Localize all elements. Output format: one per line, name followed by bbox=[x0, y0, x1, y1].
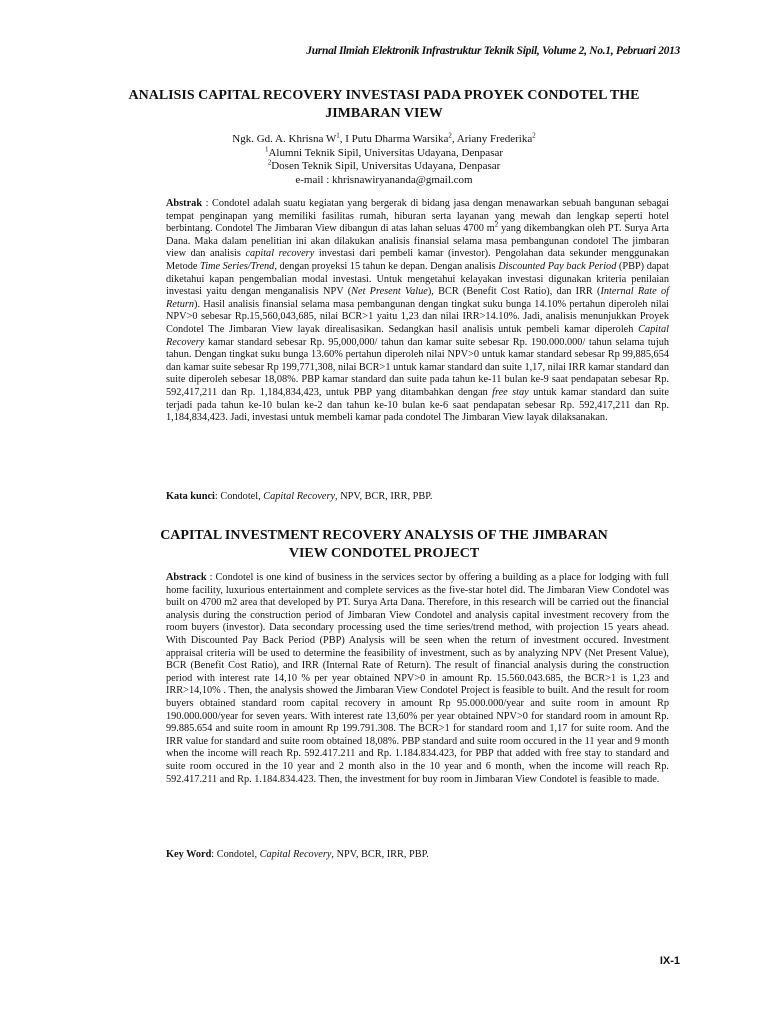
abstract-id-text-6: ), BCR (Benefit Cost Ratio), dan IRR ( bbox=[427, 286, 601, 298]
page-number: IX-1 bbox=[659, 955, 680, 967]
keywords-en-part-1: : Condotel, bbox=[211, 849, 260, 860]
author-1-sup: 1 bbox=[336, 131, 340, 140]
title-id-line1: ANALISIS CAPITAL RECOVERY INVESTASI PADA PROYEK CONDOTEL THE bbox=[128, 88, 640, 103]
abstract-id-label: Abstrak bbox=[166, 198, 203, 209]
author-names bbox=[150, 133, 618, 147]
abstract-id-italic-2: Time Series/Trend bbox=[200, 260, 275, 272]
title-en-line1: CAPITAL INVESTMENT RECOVERY ANALYSIS OF THE JIMBARAN bbox=[160, 528, 608, 543]
affiliation-1-text: Alumni Teknik Sipil, Universitas Udayana, Denpasar bbox=[268, 146, 504, 159]
abstract-id-text-9: untuk kamar standard dan suite terjadi pada tahun ke-10 bulan ke-2 dan tahun ke-10 bulan ke-6 saat pendapatan sebesar Rp. 592,417,211 dan Rp. 1,184,834,423. Jadi, investasi untuk membeli kamar pada condotel The Jimbaran View layak dilaksanakan. bbox=[166, 386, 669, 424]
title-indonesian bbox=[120, 87, 648, 123]
abstract-id-sup: 2 bbox=[494, 220, 499, 229]
author-block bbox=[150, 133, 618, 187]
abstract-id-text-3: investasi dari pembeli kamar (investor). Pengolahan data sekunder menggunakan Metode bbox=[166, 248, 669, 272]
keywords-english bbox=[166, 848, 429, 861]
abstract-id-text-5: (PBP) dapat diketahui kapan pengembalian modal investasi. Untuk mengetahui kelayakan investasi digunakan kriteria penilaian investasi yaitu dengan menganalisis NPV ( bbox=[166, 260, 669, 298]
abstract-en-text: : Condotel is one kind of business in the services sector by offering a building as a place for lodging with full home facility, luxurious entertainment and complete services as the five-star hotel did. The Jimbaran View Condotel was built on 4700 m2 area that developed by PT. Surya Arta Dana. Therefore, in this research will be carried out the financial analysis during the construction period of Jimbaran View Condotel and analysis capital investment recovery from the room buyers (investor). Data secondary processing used the time series/trend method, with projection 15 years ahead. With Discounted Pay Back Period (PBP) Analysis will be seen when the return of investment occured. Investment appraisal criteria will be used to determine the feasibility of investment, such as by analyzing NPV (Net Present Value), BCR (Benefit Cost Ratio), and IRR (Internal Rate of Return). The result of financial analysis during the construction period with interest rate 14,10 % per year obtained NPV>0 in amount Rp. 15.560.043.685, the BCR>1 is 1,23 and IRR>14,10% . Then, the analysis showed the Jimbaran View Condotel Project is feasible to built. And the result for room buyers obtained standard room capital recovery in amount Rp 95.000.000/year and suite room in amount Rp 190.000.000/year for seven years. With interest rate 13,60% per year obtained NPV>0 for standard room in amount Rp. 99.885.654 and suite room in amount Rp 199.791.308. The BCR>1 for standard room and 1,17 for suite room. And the IRR value for standard and suite room obtained 18,08%. PBP standard and suite room occured in the 11 year and 9 month when the income will reach Rp. 592.417.211 and Rp. 1.184.834.423, for PBP that added with free stay to standard and suite room occured in the 10 year and 2 month also in the 10 year and 6 month, when the income will reach Rp. 592.417.211 and Rp. 1.184.834.423. Then, the investment for buy room in Jimbaran View Condotel is feasible to made. bbox=[166, 572, 669, 785]
affiliation-2 bbox=[150, 160, 618, 174]
abstract-en-label: Abstrack bbox=[166, 572, 207, 583]
abstract-id-italic-7: free stay bbox=[492, 386, 529, 398]
author-2: , I Putu Dharma Warsika bbox=[339, 133, 449, 145]
keywords-id-italic: Capital Recovery bbox=[263, 491, 336, 502]
title-en-line2: VIEW CONDOTEL PROJECT bbox=[288, 546, 480, 561]
abstract-id-italic-4: Net Present Value bbox=[351, 286, 428, 298]
abstract-id-text-8: kamar standard sebesar Rp. 95,000,000/ tahun dan kamar suite sebesar Rp. 190.000.000/ tahun selama tujuh tahun. Dengan tingkat suku bunga 13.60% pertahun diperoleh nilai NPV>0 untuk kamar standard sebesar Rp 99,885,654 dan kamar suite sebesar Rp 199,771,308, nilai BCR>1 untuk kamar standard dan suite 1,17, nilai IRR kamar standard dan suite diperoleh sebesar 18,08%. PBP kamar standard dan suite pada tahun ke-11 bulan ke-9 saat pendapatan sebesar Rp. 592,417,211 dan Rp. 1,184,834,423, untuk PBP yang ditambahkan dengan bbox=[166, 336, 669, 398]
title-id-line2: JIMBARAN VIEW bbox=[325, 106, 443, 121]
affiliation-1-sup: 1 bbox=[264, 144, 269, 153]
abstract-id-italic-5: Internal Rate of Return bbox=[166, 286, 669, 310]
keywords-indonesian bbox=[166, 490, 432, 503]
abstract-id-italic-3: Discounted Pay back Period bbox=[498, 260, 617, 272]
keywords-id-part-2: , NPV, BCR, IRR, PBP. bbox=[335, 491, 433, 502]
author-email: e-mail : khrisnawiryananda@gmail.com bbox=[295, 173, 473, 186]
author-3-sup: 2 bbox=[532, 131, 536, 140]
affiliation-2-sup: 2 bbox=[267, 158, 272, 167]
title-english bbox=[120, 527, 648, 563]
abstract-indonesian bbox=[166, 198, 669, 425]
author-2-sup: 2 bbox=[448, 131, 452, 140]
abstract-id-italic-1: capital recovery bbox=[245, 248, 315, 260]
abstract-english bbox=[166, 572, 669, 786]
keywords-en-italic: Capital Recovery bbox=[259, 849, 332, 860]
journal-running-head: Jurnal Ilmiah Elektronik Infrastruktur Teknik Sipil, Volume 2, No.1, Pebruari 2013 bbox=[306, 45, 680, 57]
abstract-id-text-2: yang dikembangkan oleh PT. Surya Arta Dana. Maka dalam penelitian ini akan dilakukan analisis finansial selama masa pembangunan condotel The jimbaran view dan analisis bbox=[166, 223, 669, 260]
abstract-id-text-1: : Condotel adalah suatu kegiatan yang bergerak di bidang jasa dengan menawarkan sebuah bangunan sebagai tempat penginapan yang memiliki fasilitas rumah, hiburan serta layanan yang mewah dan lengkap seperti hotel berbintang. Condotel The Jimbaran View dibangun di atas lahan seluas 4700 m bbox=[166, 198, 669, 235]
affiliation-2-text: Dosen Teknik Sipil, Universitas Udayana, Denpasar bbox=[271, 160, 501, 172]
abstract-id-text-4: , dengan proyeksi 15 tahun ke depan. Dengan analisis bbox=[274, 260, 499, 272]
keywords-en-part-2: , NPV, BCR, IRR, PBP. bbox=[331, 849, 429, 860]
author-3: , Ariany Frederika bbox=[451, 133, 533, 145]
keywords-id-part-1: : Condotel, bbox=[214, 491, 264, 502]
abstract-id-italic-6: Capital Recovery bbox=[166, 323, 669, 348]
abstract-id-text-7: ). Hasil analisis finansial selama masa pembangunan dengan tingkat suku bunga 14.10% pertahun diperoleh nilai NPV>0 sebesar Rp.15,560,043,685, nilai BCR>1 yaitu 1,23 dan nilai IRR>14.10%. Jadi, analisis menunjukkan Proyek Condotel The Jimbaran View layak direalisasikan. Sedangkan hasil analisis untuk pembeli kamar diperoleh bbox=[166, 298, 669, 335]
keywords-id-label: Kata kunci bbox=[166, 491, 215, 502]
author-1: Ngk. Gd. A. Khrisna W bbox=[232, 133, 337, 145]
keywords-en-label: Key Word bbox=[166, 849, 212, 860]
affiliation-1 bbox=[150, 144, 618, 161]
